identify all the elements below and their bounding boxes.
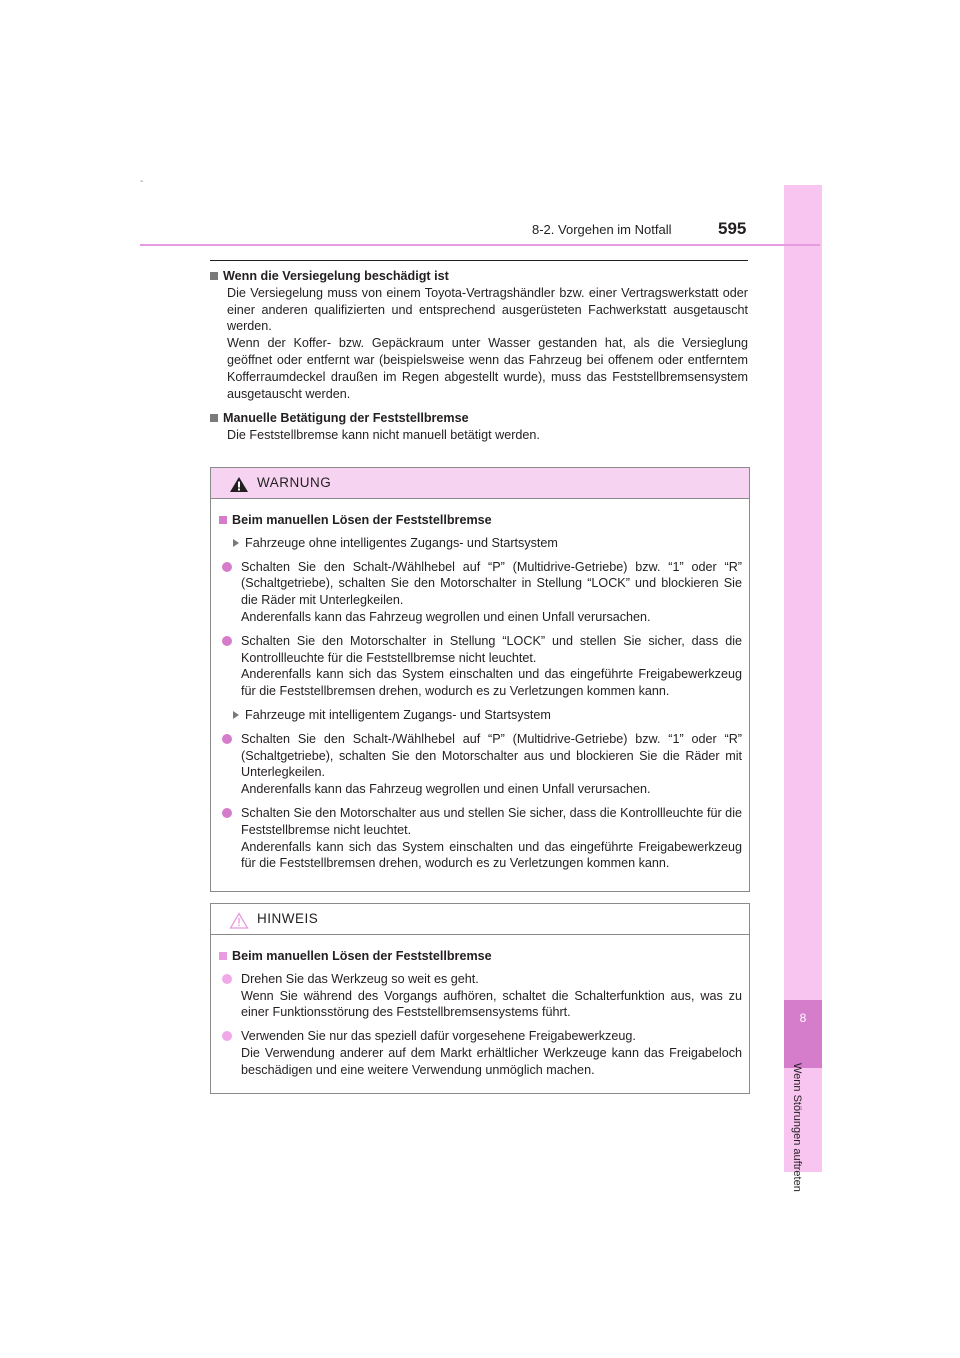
page-number: 595	[718, 219, 747, 238]
vehicle-group-title: Fahrzeuge ohne intelligentes Zugangs- und Startsystem	[233, 535, 742, 552]
list-item: Drehen Sie das Werkzeug so weit es geht. Wenn Sie während des Vorgangs aufhören, schaltet die Schalterfunktion aus, was zu einer Funktionsstörung des Feststellbremsensystems führt.	[219, 971, 742, 1021]
content-top-rule	[210, 260, 748, 261]
warning-box	[210, 467, 750, 892]
square-bullet-icon	[219, 952, 227, 960]
paragraph: Die Feststellbremse kann nicht manuell betätigt werden.	[227, 428, 540, 443]
vehicle-group-title: Fahrzeuge mit intelligentem Zugangs- und Startsystem	[233, 707, 742, 724]
list-item: Schalten Sie den Schalt-/Wählhebel auf “P” (Multidrive-Getriebe) bzw. “1” oder “R” (Schaltgetriebe), schalten Sie den Motorschalter aus und blockieren Sie die Räder mit Unterlegkeilen. Anderenfalls kann das Fahrzeug wegrollen und einen Unfall verursachen.	[219, 731, 742, 798]
paragraph: Wenn der Koffer- bzw. Gepäckraum unter Wasser gestanden hat, als die Versieglung geöffnet oder entfernt war (beispielsweise wenn das Fahrzeug bei offenem oder entferntem Kofferraumdeckel draußen im Regen abgestellt wurde), muss das Feststellbremsensystem ausgetauscht werden.	[227, 336, 748, 401]
warning-label: WARNUNG	[257, 475, 332, 490]
square-bullet-icon	[210, 272, 218, 280]
bullet-dot-icon	[222, 808, 232, 818]
notice-box	[210, 903, 750, 1094]
list-item: Schalten Sie den Schalt-/Wählhebel auf “P” (Multidrive-Getriebe) bzw. “1” oder “R” (Schaltgetriebe), schalten Sie den Motorschalter in Stellung “LOCK” und blockieren Sie die Räder mit Unterlegkeilen. Anderenfalls kann das Fahrzeug wegrollen und einen Unfall verursachen.	[219, 559, 742, 626]
chapter-number: 8	[799, 1011, 807, 1025]
bullet-dot-icon	[222, 636, 232, 646]
bullet-dot-icon	[222, 974, 232, 984]
bullet-dot-icon	[222, 562, 232, 572]
chapter-title: Wenn Störungen auftreten	[791, 1063, 803, 1192]
bullet-dot-icon	[222, 734, 232, 744]
section-heading: Manuelle Betätigung der Feststellbremse	[210, 410, 748, 427]
warning-heading: Beim manuellen Lösen der Feststellbremse	[219, 512, 742, 529]
list-item: Verwenden Sie nur das speziell dafür vorgesehene Freigabewerkzeug. Die Verwendung anderer auf dem Markt erhältlicher Werkzeuge kann das Freigabeloch beschädigen und eine weitere Verwendung unmöglich machen.	[219, 1028, 742, 1078]
square-bullet-icon	[219, 516, 227, 524]
list-item: Schalten Sie den Motorschalter in Stellung “LOCK” und stellen Sie sicher, dass die Kontrollleuchte für die Feststellbremse nicht leuchtet. Anderenfalls kann sich das System einschalten und das eingeführte Freigabewerkzeug für die Feststellbremsen drehen, wodurch es zu Verletzungen kommen kann.	[219, 633, 742, 700]
arrow-right-icon	[233, 539, 239, 547]
caution-triangle-icon	[229, 912, 249, 929]
header-section-title: 8-2. Vorgehen im Notfall	[532, 222, 672, 237]
bullet-dot-icon	[222, 1031, 232, 1041]
header-mark: -	[140, 176, 144, 187]
warning-header	[211, 468, 749, 499]
notice-header	[211, 904, 749, 935]
notice-label: HINWEIS	[257, 911, 319, 926]
square-bullet-icon	[210, 414, 218, 422]
list-item: Schalten Sie den Motorschalter aus und stellen Sie sicher, dass die Kontrollleuchte für die Feststellbremse nicht leuchtet. Anderenfalls kann sich das System einschalten und das eingeführte Freigabewerkzeug für die Feststellbremsen drehen, wodurch es zu Verletzungen kommen kann.	[219, 805, 742, 872]
notice-heading: Beim manuellen Lösen der Feststellbremse	[219, 948, 742, 965]
warning-triangle-icon	[229, 476, 249, 493]
paragraph: Die Versiegelung muss von einem Toyota-Vertragshändler bzw. einer Vertragswerkstatt oder einer anderen qualifizierten und entsprechend ausgerüsteten Fachwerkstatt ausgetauscht werden.	[227, 285, 748, 334]
arrow-right-icon	[233, 711, 239, 719]
chapter-side-tab	[784, 185, 822, 1192]
main-content	[210, 268, 748, 444]
section-heading: Wenn die Versiegelung beschädigt ist	[210, 268, 748, 285]
header-divider	[140, 244, 820, 246]
